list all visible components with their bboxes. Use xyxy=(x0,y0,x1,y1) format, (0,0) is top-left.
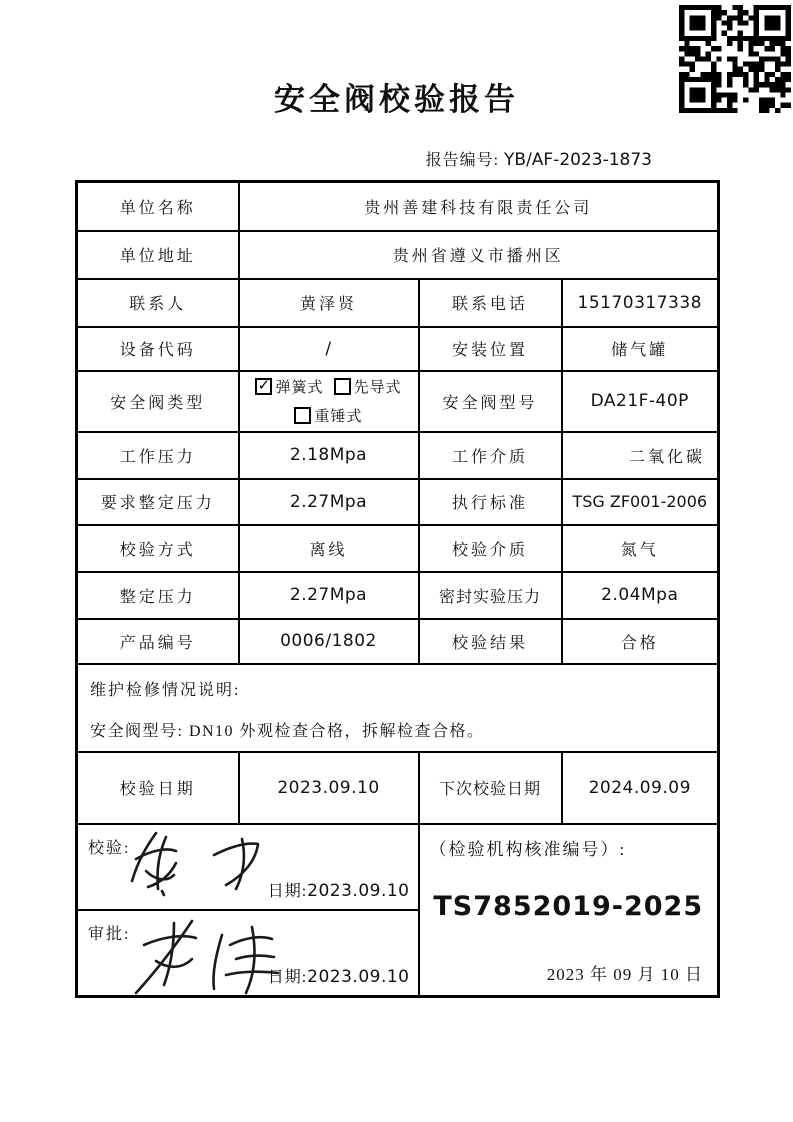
field-label-working-pressure: 工作压力 xyxy=(77,432,239,479)
field-label-calibration-date: 校验日期 xyxy=(77,752,239,824)
row-contact xyxy=(77,279,719,327)
calibrator-label: 校验: xyxy=(88,839,131,857)
maintenance-detail: 安全阀型号: DN10 外观检查合格，拆解检查合格。 xyxy=(90,722,485,740)
approver-date: 日期:2023.09.10 xyxy=(267,967,410,987)
field-label-set-pressure: 整定压力 xyxy=(77,572,239,619)
field-label-valve-type: 安全阀类型 xyxy=(77,371,239,432)
page-title: 安全阀校验报告 xyxy=(274,82,519,117)
field-value-standard: TSG ZF001-2006 xyxy=(562,479,719,525)
field-label-unit-address: 单位地址 xyxy=(77,231,239,279)
report-table xyxy=(75,180,720,998)
valve-type-option-spring[interactable]: ✓ 弹簧式 xyxy=(255,376,323,397)
field-value-set-pressure: 2.27Mpa xyxy=(239,572,419,619)
report-number-label: 报告编号: xyxy=(425,152,505,169)
row-product-no xyxy=(77,619,719,664)
approver-label: 审批: xyxy=(88,925,131,943)
field-label-contact: 联系人 xyxy=(77,279,239,327)
row-maintenance xyxy=(77,664,719,752)
valve-type-option-weight[interactable]: 重锤式 xyxy=(294,405,362,426)
field-value-working-medium: 二氧化碳 xyxy=(562,432,719,479)
row-set-pressure xyxy=(77,572,719,619)
approval-number-value: TS7852019-2025 xyxy=(433,890,704,922)
calibrator-date: 日期:2023.09.10 xyxy=(267,880,410,901)
maintenance-label: 维护检修情况说明: xyxy=(90,681,241,699)
field-label-phone: 联系电话 xyxy=(419,279,562,327)
checkbox-pilot-icon xyxy=(334,378,351,395)
field-label-product-no: 产品编号 xyxy=(77,619,239,664)
field-value-valve-model: DA21F-40P xyxy=(562,371,719,432)
field-label-required-set-pressure: 要求整定压力 xyxy=(77,479,239,525)
valve-type-options xyxy=(244,372,414,430)
field-value-working-pressure: 2.18Mpa xyxy=(239,432,419,479)
row-equipment xyxy=(77,327,719,371)
row-calibration-date xyxy=(77,752,719,824)
row-unit-address xyxy=(77,231,719,279)
field-label-result: 校验结果 xyxy=(419,619,562,664)
row-valve-type xyxy=(77,371,719,432)
field-label-equipment-code: 设备代码 xyxy=(77,327,239,371)
row-calibrator-signature xyxy=(77,824,719,910)
field-value-seal-test-pressure: 2.04Mpa xyxy=(562,572,719,619)
report-number xyxy=(426,147,652,170)
row-calibration-method xyxy=(77,525,719,572)
field-label-calibration-medium: 校验介质 xyxy=(419,525,562,572)
field-value-contact: 黄泽贤 xyxy=(239,279,419,327)
report-number-value: YB/AF-2023-1873 xyxy=(504,150,652,170)
field-label-unit-name: 单位名称 xyxy=(77,182,239,231)
field-value-install-location: 储气罐 xyxy=(562,327,719,371)
field-value-calibration-medium: 氮气 xyxy=(562,525,719,572)
field-value-unit-address: 贵州省遵义市播州区 xyxy=(239,231,719,279)
field-label-install-location: 安装位置 xyxy=(419,327,562,371)
approver-signature-cell xyxy=(77,910,419,997)
field-value-next-calibration-date: 2024.09.09 xyxy=(562,752,719,824)
field-value-result: 合格 xyxy=(562,619,719,664)
checkbox-weight-icon xyxy=(294,407,311,424)
approval-date: 2023 年 09 月 10 日 xyxy=(546,965,704,984)
field-label-valve-model: 安全阀型号 xyxy=(419,371,562,432)
checkbox-spring-icon xyxy=(255,378,272,395)
field-label-next-calibration-date: 下次校验日期 xyxy=(419,752,562,824)
field-label-working-medium: 工作介质 xyxy=(419,432,562,479)
field-label-standard: 执行标准 xyxy=(419,479,562,525)
maintenance-note xyxy=(77,664,719,752)
row-unit-name xyxy=(77,182,719,231)
field-label-seal-test-pressure: 密封实验压力 xyxy=(419,572,562,619)
approval-number-label: （检验机构核准编号）: xyxy=(429,839,627,859)
field-value-product-no: 0006/1802 xyxy=(239,619,419,664)
field-value-required-set-pressure: 2.27Mpa xyxy=(239,479,419,525)
field-value-unit-name: 贵州善建科技有限责任公司 xyxy=(239,182,719,231)
field-value-equipment-code: / xyxy=(239,327,419,371)
field-value-calibration-method: 离线 xyxy=(239,525,419,572)
field-value-calibration-date: 2023.09.10 xyxy=(239,752,419,824)
row-required-set-pressure xyxy=(77,479,719,525)
field-label-calibration-method: 校验方式 xyxy=(77,525,239,572)
row-working-pressure xyxy=(77,432,719,479)
field-value-phone: 15170317338 xyxy=(562,279,719,327)
valve-type-option-pilot[interactable]: 先导式 xyxy=(334,376,402,397)
approval-number-cell xyxy=(419,824,719,997)
field-value-valve-type xyxy=(239,371,419,432)
calibrator-signature-cell xyxy=(77,824,419,910)
